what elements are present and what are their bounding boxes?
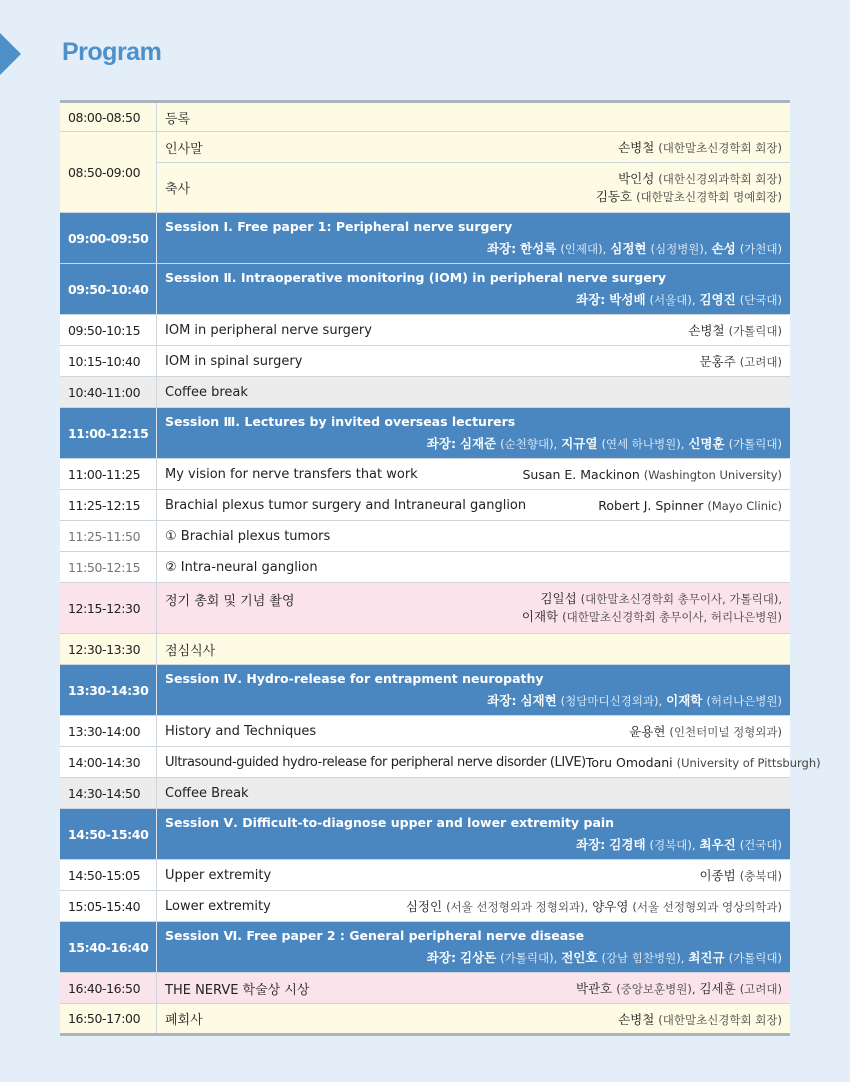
chair-affiliation: (청담마디신경외과), xyxy=(560,694,663,708)
item-label: 정기 총회 및 기념 촬영 xyxy=(165,594,295,609)
session-cell xyxy=(157,922,791,973)
session-title: Session Ⅰ. Free paper 1: Peripheral nerve surgery xyxy=(165,219,513,234)
speaker-affiliation: (고려대) xyxy=(739,982,782,996)
item-label: Coffee break xyxy=(165,385,248,400)
speaker-affiliation: (서울 선정형외과 영상의학과) xyxy=(632,900,782,914)
speaker-name: 손병철 xyxy=(618,140,655,155)
chair-affiliation: (인제대), xyxy=(560,242,607,256)
chair-prefix: 좌장: xyxy=(486,241,517,256)
speaker-name: 이종범 xyxy=(699,868,736,883)
table-row xyxy=(60,102,790,132)
time-cell: 11:00-12:15 xyxy=(60,408,157,459)
chair-name: 김경태 xyxy=(609,837,646,852)
chair-affiliation: (연세 하나병원), xyxy=(601,437,685,451)
speaker-affiliation: (대한말초신경학회 회장) xyxy=(658,1012,782,1027)
session-row xyxy=(60,213,790,264)
chair-affiliation: (강남 힘찬병원), xyxy=(601,951,685,965)
speaker-name: Robert J. Spinner xyxy=(598,497,704,513)
chair-affiliation: (건국대) xyxy=(739,838,782,852)
table-row xyxy=(60,315,790,346)
session-cell xyxy=(157,408,791,459)
speaker xyxy=(522,467,782,482)
speaker-affiliation: (충북대) xyxy=(739,869,782,883)
item-label: Ultrasound-guided hydro-release for peripheral nerve disorder (LIVE) xyxy=(165,754,586,770)
session-chairs xyxy=(165,290,782,308)
session-chairs xyxy=(165,835,782,853)
program-item xyxy=(157,973,791,1004)
chair-name: 이재학 xyxy=(666,693,703,708)
speaker-name: Susan E. Mackinon xyxy=(522,466,640,482)
table-row xyxy=(60,973,790,1004)
program-item xyxy=(157,315,791,346)
table-row xyxy=(60,132,790,163)
chair-prefix: 좌장: xyxy=(576,292,606,307)
speaker-name: Toru Omodani xyxy=(585,754,673,770)
chair-name: 최우진 xyxy=(699,837,736,852)
speaker xyxy=(629,722,782,740)
time-cell: 09:00-09:50 xyxy=(60,213,157,264)
time-cell: 09:50-10:40 xyxy=(60,264,157,315)
time-cell: 14:50-15:40 xyxy=(60,809,157,860)
time-cell: 14:50-15:05 xyxy=(60,860,157,891)
time-cell: 12:15-12:30 xyxy=(60,583,157,634)
page-title: Program xyxy=(62,38,162,66)
speaker-name: 윤용현 xyxy=(629,724,666,739)
chair-affiliation: (가톨릭대), xyxy=(500,951,558,965)
speaker-name: 심정인 xyxy=(405,899,443,914)
time-cell: 15:40-16:40 xyxy=(60,922,157,973)
session-cell xyxy=(157,809,791,860)
chair-name: 신명훈 xyxy=(688,436,725,451)
speaker xyxy=(618,1010,782,1028)
speaker-name: 양우영 xyxy=(592,899,629,914)
speaker-affiliation: (인천터미널 정형외과) xyxy=(669,725,782,739)
item-label: Coffee Break xyxy=(165,786,249,801)
chair-affiliation: (가톨릭대) xyxy=(728,951,782,965)
chair-name: 손성 xyxy=(711,241,736,256)
program-item xyxy=(157,459,791,490)
chair-name: 한성록 xyxy=(520,241,557,256)
speaker-name: 이재학 xyxy=(521,609,559,624)
program-item xyxy=(157,102,791,132)
time-cell: 10:40-11:00 xyxy=(60,377,157,408)
program-item xyxy=(157,716,791,747)
time-cell: 11:25-11:50 xyxy=(60,521,157,552)
chair-prefix: 좌장: xyxy=(426,950,456,965)
table-row xyxy=(60,346,790,377)
time-cell: 16:50-17:00 xyxy=(60,1004,157,1035)
speaker xyxy=(618,138,782,156)
item-label: Lower extremity xyxy=(165,898,271,914)
item-label: Brachial plexus tumor surgery and Intraneural ganglion xyxy=(165,497,527,513)
program-item xyxy=(157,1004,791,1035)
speaker-affiliation: (서울 선정형외과 정형외과), xyxy=(446,900,589,914)
speaker xyxy=(586,755,821,770)
time-cell: 08:50-09:00 xyxy=(60,132,157,213)
session-title: Session Ⅵ. Free paper 2 : General peripheral nerve disease xyxy=(165,928,585,943)
chair-affiliation: (단국대) xyxy=(739,293,782,307)
program-item xyxy=(157,490,791,521)
program-item xyxy=(157,634,791,665)
table-row xyxy=(60,716,790,747)
program-item xyxy=(157,583,791,634)
time-cell: 14:30-14:50 xyxy=(60,778,157,809)
item-label: 폐회사 xyxy=(165,1013,203,1028)
speaker-affiliation: (대한말초신경학회 총무이사, 가톨릭대), xyxy=(580,592,782,606)
chair-name: 김영진 xyxy=(699,292,736,307)
program-item xyxy=(157,552,791,583)
chair-name: 지규열 xyxy=(561,436,598,451)
table-row xyxy=(60,163,790,213)
table-row xyxy=(60,860,790,891)
chair-affiliation: (가천대) xyxy=(739,242,782,256)
speaker-affiliation: (Mayo Clinic) xyxy=(707,498,782,513)
speaker-affiliation: (대한신경외과학회 회장) xyxy=(658,171,782,186)
time-cell: 14:00-14:30 xyxy=(60,747,157,778)
session-row xyxy=(60,922,790,973)
program-item xyxy=(157,346,791,377)
item-label: 축사 xyxy=(165,182,191,197)
table-row xyxy=(60,521,790,552)
speaker-affiliation: (대한말초신경학회 총무이사, 허리나은병원) xyxy=(562,610,782,624)
speaker-affiliation: (대한말초신경학회 명예회장) xyxy=(636,189,782,204)
table-row xyxy=(60,459,790,490)
speaker xyxy=(699,866,782,884)
program-item xyxy=(157,132,791,163)
speaker-name: 박인성 xyxy=(618,170,655,186)
time-cell: 12:30-13:30 xyxy=(60,634,157,665)
time-cell: 08:00-08:50 xyxy=(60,102,157,132)
speaker-affiliation: (고려대) xyxy=(739,355,782,369)
speaker-affiliation: (Washington University) xyxy=(643,467,782,482)
time-cell: 11:25-12:15 xyxy=(60,490,157,521)
time-cell: 10:15-10:40 xyxy=(60,346,157,377)
speaker xyxy=(699,352,782,370)
chair-prefix: 좌장: xyxy=(576,837,606,852)
speaker-affiliation: (대한말초신경학회 회장) xyxy=(658,141,782,155)
table-row xyxy=(60,1004,790,1035)
speaker xyxy=(688,321,782,339)
item-label: ② Intra-neural ganglion xyxy=(165,560,318,575)
session-title: Session Ⅳ. Hydro-release for entrapment neuropathy xyxy=(165,671,544,686)
item-label: History and Techniques xyxy=(165,723,317,739)
item-label: IOM in peripheral nerve surgery xyxy=(165,322,372,338)
time-cell: 13:30-14:30 xyxy=(60,665,157,716)
session-chairs xyxy=(165,948,782,966)
session-chairs xyxy=(165,691,782,709)
speaker-affiliation: (University of Pittsburgh) xyxy=(676,755,821,770)
chair-affiliation: (가톨릭대) xyxy=(728,437,782,451)
chair-affiliation: (경북대), xyxy=(649,838,696,852)
item-label: 점심식사 xyxy=(165,643,216,659)
chair-prefix: 좌장: xyxy=(487,693,517,708)
chair-name: 전인호 xyxy=(561,950,598,965)
item-label: IOM in spinal surgery xyxy=(165,353,303,369)
item-label: Upper extremity xyxy=(165,867,272,883)
table-row xyxy=(60,747,790,778)
item-label: THE NERVE 학술상 시상 xyxy=(165,982,310,998)
chair-name: 최진규 xyxy=(688,950,725,965)
chair-name: 심재현 xyxy=(520,693,557,708)
table-row xyxy=(60,490,790,521)
program-item xyxy=(157,521,791,552)
speaker-name: 손병철 xyxy=(618,1011,655,1027)
program-table xyxy=(60,100,821,1036)
program-item xyxy=(157,891,791,922)
chair-name: 심정현 xyxy=(610,241,647,256)
session-cell xyxy=(157,264,791,315)
session-row xyxy=(60,809,790,860)
time-cell: 13:30-14:00 xyxy=(60,716,157,747)
item-label: 등록 xyxy=(165,111,191,127)
chair-name: 박성배 xyxy=(609,292,646,307)
speaker-name: 김세훈 xyxy=(699,981,736,996)
table-row xyxy=(60,377,790,408)
program-item xyxy=(157,778,791,809)
section-arrow-icon xyxy=(0,33,21,75)
program-item xyxy=(157,377,791,408)
program-item xyxy=(157,747,821,778)
session-row xyxy=(60,264,790,315)
speaker-name: 김일섭 xyxy=(540,591,577,606)
table-row xyxy=(60,891,790,922)
chair-affiliation: (순천향대), xyxy=(500,437,558,451)
speaker-name: 문홍주 xyxy=(699,354,736,369)
speaker xyxy=(598,498,782,513)
session-chairs xyxy=(165,434,782,452)
speaker xyxy=(406,897,782,915)
program-item xyxy=(157,163,791,213)
item-label: ① Brachial plexus tumors xyxy=(165,529,331,544)
table-row xyxy=(60,778,790,809)
item-label: 인사말 xyxy=(165,141,203,157)
speaker-name: 박관호 xyxy=(575,981,613,996)
chair-affiliation: (심정병원), xyxy=(650,242,708,256)
chair-name: 김상돈 xyxy=(459,950,497,965)
session-row xyxy=(60,408,790,459)
table-row xyxy=(60,583,790,634)
time-cell: 11:50-12:15 xyxy=(60,552,157,583)
item-label: My vision for nerve transfers that work xyxy=(165,466,418,482)
program-item xyxy=(157,860,791,891)
time-cell: 09:50-10:15 xyxy=(60,315,157,346)
session-cell xyxy=(157,213,791,264)
chair-affiliation: (허리나은병원) xyxy=(706,694,782,708)
chair-prefix: 좌장: xyxy=(426,436,456,451)
time-cell: 15:05-15:40 xyxy=(60,891,157,922)
session-title: Session Ⅲ. Lectures by invited overseas lecturers xyxy=(165,414,516,429)
table-row xyxy=(60,552,790,583)
speaker-affiliation: (가톨릭대) xyxy=(728,324,782,338)
speaker-name: 김동호 xyxy=(595,188,633,204)
session-chairs xyxy=(165,239,782,257)
speaker xyxy=(576,979,782,997)
session-title: Session Ⅴ. Difficult-to-diagnose upper and lower extremity pain xyxy=(165,815,615,830)
speaker-list xyxy=(596,170,782,206)
session-cell xyxy=(157,665,791,716)
chair-name: 심재준 xyxy=(459,436,497,451)
time-cell: 16:40-16:50 xyxy=(60,973,157,1004)
time-cell: 11:00-11:25 xyxy=(60,459,157,490)
session-row xyxy=(60,665,790,716)
chair-affiliation: (서울대), xyxy=(649,293,696,307)
speaker-list xyxy=(522,590,782,626)
speaker-name: 손병철 xyxy=(688,323,725,338)
session-title: Session Ⅱ. Intraoperative monitoring (IOM) in peripheral nerve surgery xyxy=(165,270,667,285)
table-row xyxy=(60,634,790,665)
speaker-affiliation: (중앙보훈병원), xyxy=(616,982,696,996)
